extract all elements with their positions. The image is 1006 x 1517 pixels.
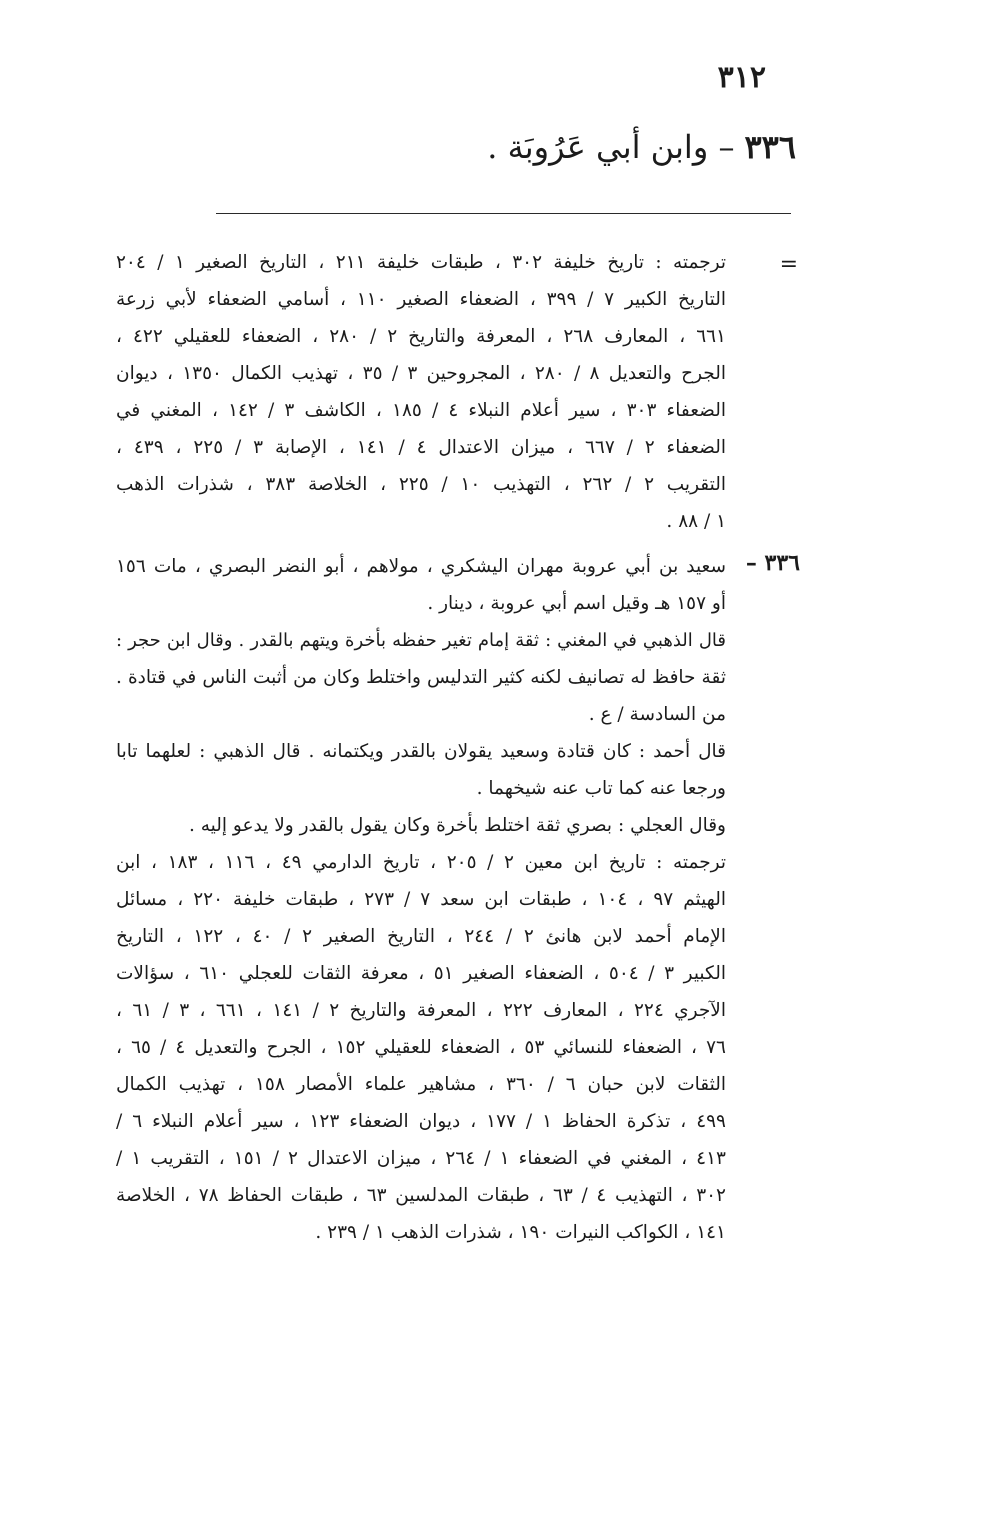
entry-line: ترجمته : تاريخ ابن معين ٢ / ٢٠٥ ، تاريخ الدارمي ٤٩ ، ١١٦ ، ١٨٣ ، ابن	[116, 852, 726, 873]
page-number: ٣١٢	[717, 60, 766, 95]
entry-line: ١٤١ ، الكواكب النيرات ١٩٠ ، شذرات الذهب ١ / ٢٣٩ .	[315, 1222, 726, 1243]
entry-line: الهيثم ٩٧ ، ١٠٤ ، طبقات ابن سعد ٧ / ٢٧٣ ، طبقات خليفة ٢٢٠ ، مسائل	[116, 889, 726, 910]
heading-divider	[216, 213, 791, 214]
footnote-line: الضعفاء ٣٠٣ ، سير أعلام النبلاء ٤ / ١٨٥ ، الكاشف ٣ / ١٤٢ ، المغني في	[116, 400, 726, 421]
entry-heading-text: – وابن أبي عَرُوبَة .	[487, 128, 735, 166]
footnote-line: الضعفاء ٢ / ٦٦٧ ، ميزان الاعتدال ٤ / ١٤١ ، الإصابة ٣ / ٢٢٥ ، ٤٣٩ ،	[116, 437, 726, 458]
entry-line: الكبير ٣ / ٥٠٤ ، الضعفاء الصغير ٥١ ، معرفة الثقات للعجلي ٦١٠ ، سؤالات	[116, 963, 726, 984]
entry-line: ثقة حافظ له تصانيف لكنه كثير التدليس واختلط وكان من أثبت الناس في قتادة .	[116, 667, 726, 688]
entry-line: وقال العجلي : بصري ثقة اختلط بأخرة وكان يقول بالقدر ولا يدعو إليه .	[189, 815, 726, 836]
entry-line: ٤١٣ ، المغني في الضعفاء ١ / ٢٦٤ ، ميزان الاعتدال ٢ / ١٥١ ، التقريب ١ /	[116, 1148, 726, 1169]
entry-line: ٣٠٢ ، التهذيب ٤ / ٦٣ ، طبقات المدلسين ٦٣ ، طبقات الحفاظ ٧٨ ، الخلاصة	[116, 1185, 726, 1206]
entry-line: من السادسة / ع .	[588, 704, 726, 725]
footnote-line: ١ / ٨٨ .	[666, 511, 726, 532]
entry-line: سعيد بن أبي عروبة مهران اليشكري ، مولاهم ، أبو النضر البصري ، مات ١٥٦	[116, 556, 726, 577]
footnote-continuation-marker: =	[779, 252, 798, 277]
entry-heading-number: ٣٣٦	[744, 128, 796, 166]
footnote-line: ترجمته : تاريخ خليفة ٣٠٢ ، طبقات خليفة ٢١١ ، التاريخ الصغير ١ / ٢٠٤	[116, 252, 726, 273]
entry-line: الإمام أحمد لابن هانئ ٢ / ٢٤٤ ، التاريخ الصغير ٢ / ٤٠ ، ١٢٢ ، التاريخ	[116, 926, 726, 947]
footnote-line: ٦٦١ ، المعارف ٢٦٨ ، المعرفة والتاريخ ٢ / ٢٨٠ ، الضعفاء للعقيلي ٤٢٢ ،	[116, 326, 726, 347]
entry-line: الآجري ٢٢٤ ، المعارف ٢٢٢ ، المعرفة والتاريخ ٢ / ١٤١ ، ٦٦١ ، ٣ / ٦١ ،	[116, 1000, 726, 1021]
entry-number-marker: ٣٣٦ –	[745, 550, 800, 576]
footnote-continuation-block	[116, 244, 726, 540]
entry-line: ٤٩٩ ، تذكرة الحفاظ ١ / ١٧٧ ، ديوان الضعفاء ١٢٣ ، سير أعلام النبلاء ٦ /	[116, 1111, 726, 1132]
footnote-line: الجرح والتعديل ٨ / ٢٨٠ ، المجروحين ٣ / ٣٥ ، تهذيب الكمال ١٣٥٠ ، ديوان	[116, 363, 726, 384]
entry-line: ٧٦ ، الضعفاء للنسائي ٥٣ ، الضعفاء للعقيلي ١٥٢ ، الجرح والتعديل ٤ / ٦٥ ،	[116, 1037, 726, 1058]
entry-heading	[487, 128, 796, 166]
entry-line: أو ١٥٧ هـ وقيل اسم أبي عروبة ، دينار .	[427, 593, 726, 614]
entry-line: الثقات لابن حبان ٦ / ٣٦٠ ، مشاهير علماء الأمصار ١٥٨ ، تهذيب الكمال	[116, 1074, 726, 1095]
biography-entry-block	[116, 548, 726, 1251]
footnote-line: التاريخ الكبير ٧ / ٣٩٩ ، الضعفاء الصغير ١١٠ ، أسامي الضعفاء لأبي زرعة	[116, 289, 726, 310]
entry-line: قال الذهبي في المغني : ثقة إمام تغير حفظه بأخرة ويتهم بالقدر . وقال ابن حجر :	[116, 630, 726, 651]
entry-line: ورجعا عنه كما تاب عنه شيخهما .	[476, 778, 726, 799]
footnote-line: التقريب ٢ / ٢٦٢ ، التهذيب ١٠ / ٢٢٥ ، الخلاصة ٣٨٣ ، شذرات الذهب	[116, 474, 726, 495]
entry-line: قال أحمد : كان قتادة وسعيد يقولان بالقدر ويكتمانه . قال الذهبي : لعلهما تابا	[116, 741, 726, 762]
